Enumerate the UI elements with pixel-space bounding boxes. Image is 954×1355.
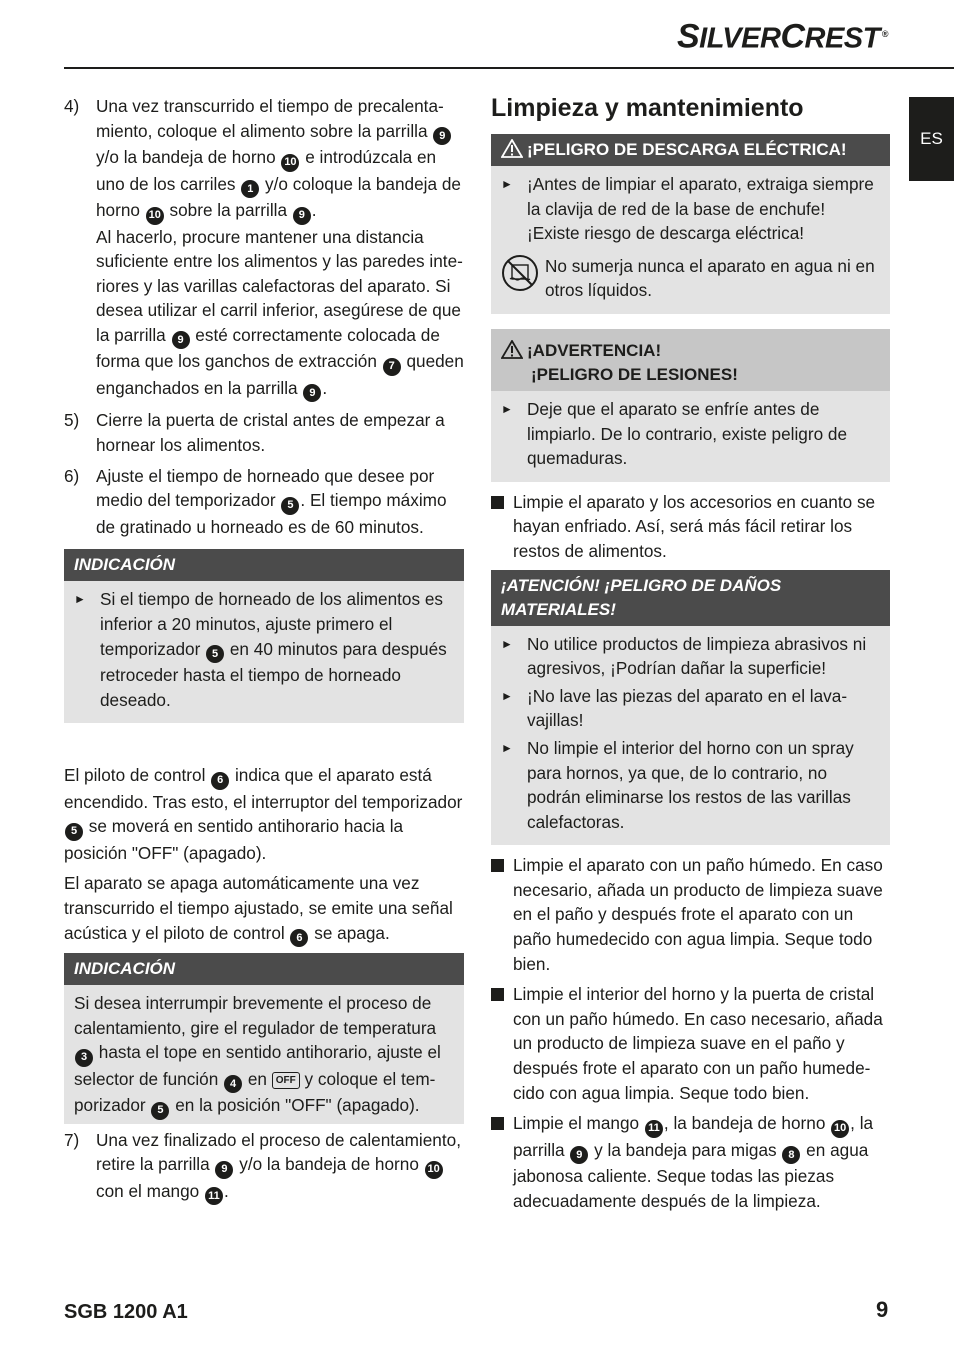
bullet-clean-cloth: Limpie el aparato con un paño húmedo. En caso necesario, añada un producto de limpieza suave en el paño y después frote el aparato con un paño humedecido con agua limpia. Seque todo bien. [491,853,890,976]
part-number-badge: 10 [281,154,299,172]
right-column [491,92,890,1219]
bullet-clean-accessories: Limpie el aparato y los accesorios en cuanto se hayan enfriado. Así, será más fácil retirar los restos de alimentos. [491,490,890,564]
step-4: 4) Una vez transcurrido el tiempo de precalentamiento, coloque el alimento sobre la parrilla 9 y/o la bandeja de horno 10 e introdúzcala en uno de los carriles 1 y/o coloque la bandeja de horno 10 sobre la parrilla 9 . Al hacerlo, procure mantener una distancia suficiente entre los alimentos y las paredes interiores y las varillas calefactoras del aparato. Si desea utilizar el carril inferior, asegúrese de que la parrilla 9 esté correctamente colocada de forma que los ganchos de extracción 7 queden enganchados en la parrilla 9 . [64,94,464,402]
note-box-1: INDICACIÓN ► Si el tiempo de horneado de los alimentos es inferior a 20 minutos, ajuste primero el temporizador 5 en 40 minutos para después retroceder hasta el tiempo de horneado deseado. [64,549,464,723]
warning-title: ¡ADVERTENCIA! ¡PELIGRO DE LESIONES! [491,329,890,391]
step-7: 7) Una vez finalizado el proceso de calentamiento, retire la parrilla 9 y/o la bandeja de horno 10 con el mango 11 . [64,1128,464,1206]
part-number-badge: 9 [172,331,190,349]
bullet-clean-parts: Limpie el mango 11 , la bandeja de horno 10 , la parrilla 9 y la bandeja para migas 8 en agua jabonosa caliente. Seque todas las piezas adecuadamente después de la limpieza. [491,1111,890,1213]
part-number-badge: 9 [215,1161,233,1179]
part-number-badge: 11 [645,1120,663,1138]
paragraph-auto-off: El aparato se apaga automáticamente una vez transcurrido el tiempo ajustado, se emite una señal acústica y el piloto de control 6 se apaga. [64,871,464,947]
note-title: INDICACIÓN [64,549,464,581]
danger-title: ¡PELIGRO DE DESCARGA ELÉCTRICA! [491,134,890,166]
arrow-bullet-icon: ► [501,688,513,703]
note-box-2: INDICACIÓN Si desea interrumpir brevemente el proceso de calentamiento, gire el regulador de temperatura 3 hasta el tope en sentido antihorario, ajuste el selector de función 4 en OFF y coloque el temporizador 5 en la posición "OFF" (apagado). [64,953,464,1124]
warning-triangle-icon [501,340,523,359]
paragraph-pilot: El piloto de control 6 indica que el aparato está encendido. Tras esto, el interruptor del temporizador 5 se moverá en sentido antihorario hacia la posición "OFF" (apagado). [64,765,463,863]
section-title: Limpieza y mantenimiento [491,94,804,122]
part-number-badge: 9 [570,1146,588,1164]
square-bullet-icon [491,1111,513,1213]
part-number-badge: 1 [241,180,259,198]
step-5: 5) Cierre la puerta de cristal antes de empezar a hornear los alimentos. [64,410,445,456]
arrow-bullet-icon: ► [501,740,513,755]
arrow-bullet-icon: ► [74,592,86,607]
part-number-badge: 9 [293,207,311,225]
part-number-badge: 3 [75,1049,93,1067]
part-number-badge: 6 [290,929,308,947]
danger-box: ¡PELIGRO DE DESCARGA ELÉCTRICA! ► ¡Antes de limpiar el aparato, extraiga siempre la clavija de red de la base de enchufe! ¡Existe riesgo de descarga eléctrica! No sumerja nunca el aparato en agua ni en otros líquidos. [491,134,890,314]
part-number-badge: 7 [383,358,401,376]
square-bullet-icon [491,853,513,976]
warning-triangle-icon [501,139,523,158]
part-number-badge: 5 [206,645,224,663]
square-bullet-icon [491,490,513,564]
square-bullet-icon [491,982,513,1105]
part-number-badge: 4 [224,1075,242,1093]
off-switch-icon: OFF [272,1072,300,1089]
model-number: SGB 1200 A1 [64,1301,188,1323]
part-number-badge: 10 [146,207,164,225]
warning-box: ¡ADVERTENCIA! ¡PELIGRO DE LESIONES! ► Deje que el aparato se enfríe antes de limpiarlo. De lo contrario, existe peligro de quemaduras. [491,329,890,482]
language-tab: ES [909,97,954,181]
part-number-badge: 5 [65,823,83,841]
part-number-badge: 10 [425,1161,443,1179]
part-number-badge: 11 [205,1187,223,1205]
part-number-badge: 8 [782,1146,800,1164]
part-number-badge: 9 [433,127,451,145]
arrow-bullet-icon: ► [501,636,513,651]
header-rule [64,67,954,69]
note-title: INDICACIÓN [64,953,464,985]
page-number: 9 [876,1297,889,1322]
step-6: 6) Ajuste el tiempo de horneado que desee por medio del temporizador 5 . El tiempo máximo de gratinado u horneado es de 60 minutos. [64,465,447,537]
no-immersion-icon [501,254,539,292]
part-number-badge: 5 [281,497,299,515]
part-number-badge: 9 [303,384,321,402]
bullet-clean-interior: Limpie el interior del horno y la puerta de cristal con un paño húmedo. En caso necesario, añada un producto de limpieza suave en el paño y después frote el aparato con un paño humedecido con agua limpia. Seque todo bien. [491,982,890,1105]
part-number-badge: 6 [211,772,229,790]
arrow-bullet-icon: ► [501,401,513,416]
part-number-badge: 5 [151,1102,169,1120]
attention-title: ¡ATENCIÓN! ¡PELIGRO DE DAÑOS MATERIALES! [491,570,890,626]
left-column [64,94,464,1211]
attention-box: ¡ATENCIÓN! ¡PELIGRO DE DAÑOS MATERIALES! ► No utilice productos de limpieza abrasivos ni agresivos, ¡Podrían dañar la superficie! ► ¡No lave las piezas del aparato en el lavavajillas! ► No limpie el interior del horno con un spray para hornos, ya que, de lo contrario, no podrán eliminarse los restos de las varillas calefactoras. [491,570,890,846]
arrow-bullet-icon: ► [501,177,513,191]
brand-logo: SILVERCREST ® [676,17,888,56]
part-number-badge: 10 [831,1120,849,1138]
